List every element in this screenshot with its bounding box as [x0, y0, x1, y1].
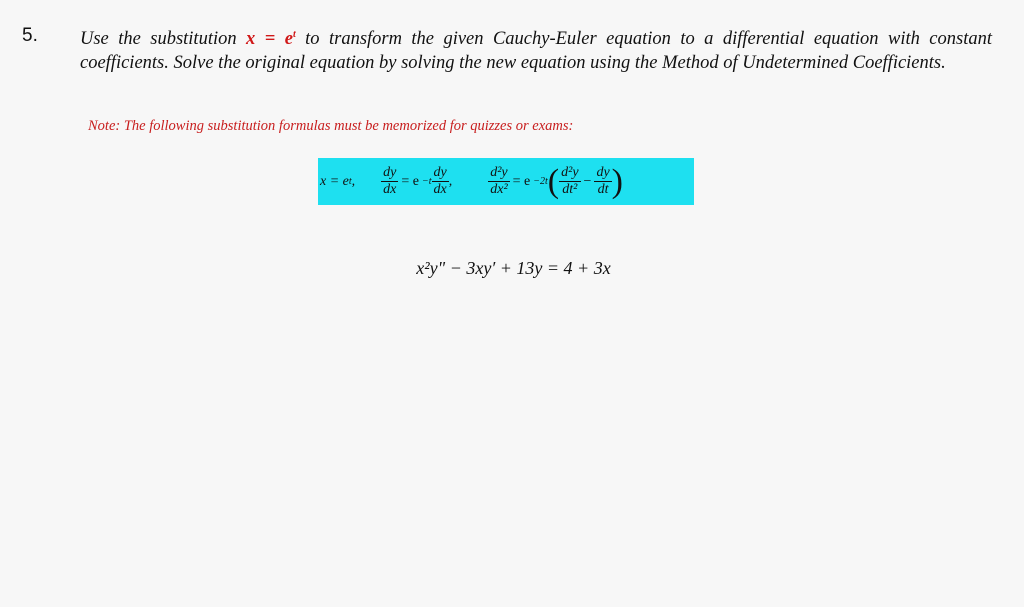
formula-first-derivative: $\frac{dy}{dx}$ = e −t $\frac{dy}{dx}$ , [383, 165, 453, 197]
substitution-formula: $x = e^t$ [246, 29, 296, 50]
cauchy-euler-equation: x²y" − 3xy′ + 13y = 4 + 3x [416, 258, 611, 278]
formula-x-substitution: x = e t , [320, 173, 356, 189]
problem-statement [80, 23, 992, 75]
problem-text-after: to transform the given Cauchy-Euler equation to a differential equation with constant coefficients. Solve the original equation by solving the new equation using the Method of Undetermined Coefficients. [80, 29, 992, 74]
substitution-formulas-box [318, 158, 694, 205]
problem-text-before: Use the substitution [80, 29, 247, 50]
formula-second-derivative: $\frac{\text{d²y}}{\text{dx²}}$ = e −2t ( $\frac{\text{d²y}}{\text{dt²}}$ − $\frac{dy}{dt}$ ) [490, 162, 623, 200]
problem-number: 5. [22, 25, 38, 46]
memorize-note: Note: The following substitution formulas must be memorized for quizzes or exams: [88, 118, 574, 134]
